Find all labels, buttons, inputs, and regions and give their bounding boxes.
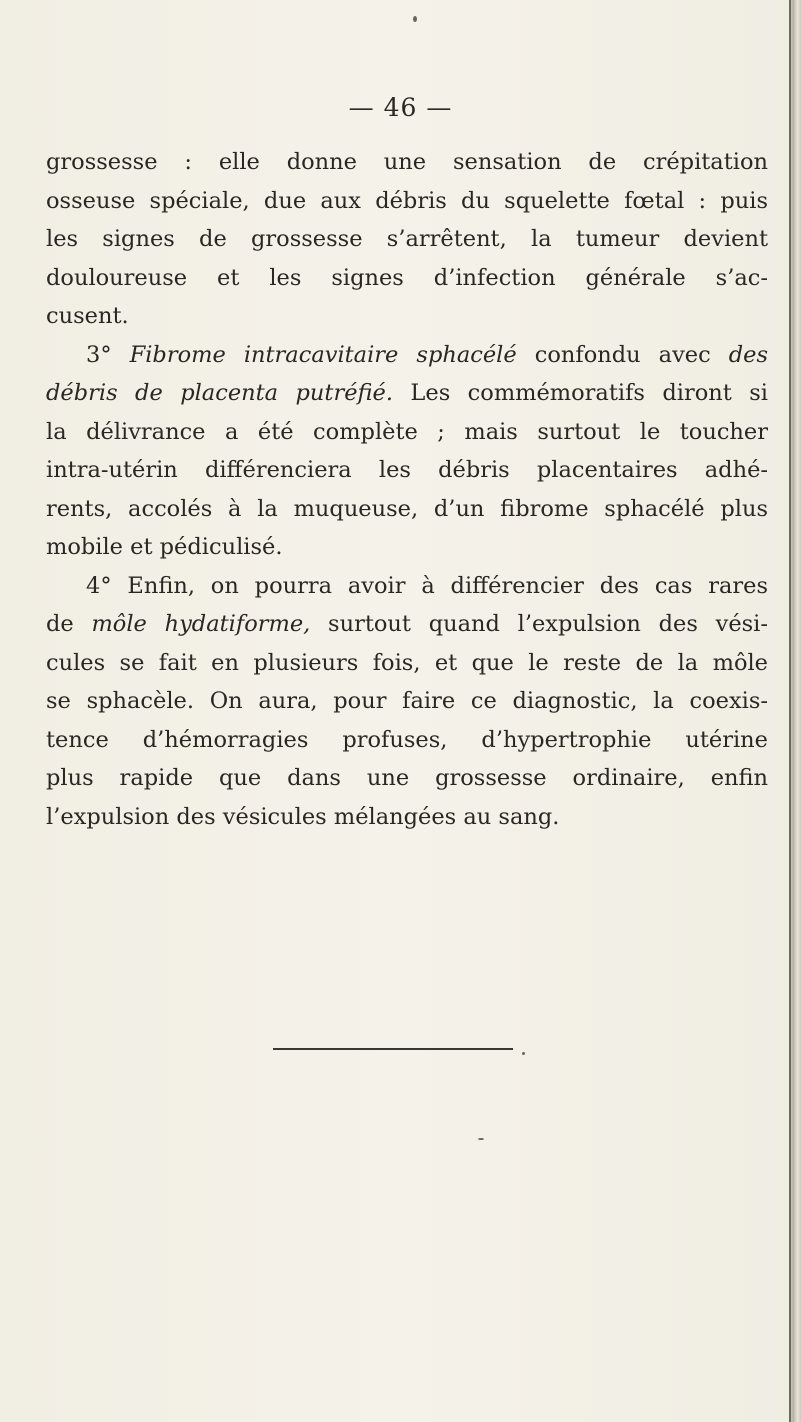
- text-line: plus rapide que dans une grossesse ordinaire, enfin: [46, 765, 768, 791]
- italic-term: Fibrome intracavitaire sphacélé: [129, 341, 517, 368]
- item-number: 3°: [86, 341, 112, 368]
- page-edge-line: [789, 0, 791, 1422]
- item-number: 4°: [86, 572, 112, 599]
- text-line: l’expulsion des vésicules mélangées au sang.: [46, 803, 560, 830]
- paper-speck: [478, 1138, 484, 1140]
- italic-term: môle hydatiforme,: [91, 611, 311, 637]
- text-line: osseuse spéciale, due aux débris du squelette fœtal : puis: [46, 187, 768, 214]
- text-segment: de: [46, 611, 92, 637]
- text-line: mobile et pédiculisé.: [46, 534, 283, 560]
- text-line: intra-utérin différenciera les débris placentaires adhé-: [46, 457, 768, 483]
- italic-term: des: [728, 341, 768, 368]
- text-line-item-3: [46, 336, 768, 375]
- text-line: [46, 605, 768, 644]
- text-line: tence d’hémorragies profuses, d’hypertrophie utérine: [46, 726, 768, 753]
- text-line: [46, 374, 768, 413]
- text-line: douloureuse et les signes d’infection générale s’ac-: [46, 264, 768, 291]
- horizontal-rule: [273, 1048, 513, 1050]
- text-line: rents, accolés à la muqueuse, d’un fibrome sphacélé plus: [46, 495, 768, 522]
- body-text: [46, 143, 768, 836]
- text-line: cusent.: [46, 303, 129, 329]
- text-line: cules se fait en plusieurs fois, et que le reste de la môle: [46, 649, 768, 676]
- text-line-item-4: [46, 567, 768, 606]
- text-segment: Les commémoratifs diront si: [393, 380, 769, 406]
- text-line: grossesse : elle donne une sensation de crépitation: [46, 149, 768, 175]
- text-segment: surtout quand l’expulsion des vési-: [310, 611, 768, 637]
- text-line: se sphacèle. On aura, pour faire ce diagnostic, la coexis-: [46, 688, 768, 714]
- paper-speck: [413, 16, 417, 22]
- text-segment: confondu avec: [516, 341, 729, 368]
- page-number: — 46 —: [348, 93, 453, 122]
- paper-speck: [522, 1052, 525, 1055]
- text-segment: Enfin, on pourra avoir à différencier des cas rares: [111, 572, 768, 599]
- italic-term: débris de placenta putréfié.: [46, 380, 393, 406]
- text-line: la délivrance a été complète ; mais surtout le toucher: [46, 418, 768, 445]
- text-line: les signes de grossesse s’arrêtent, la tumeur devient: [46, 226, 768, 252]
